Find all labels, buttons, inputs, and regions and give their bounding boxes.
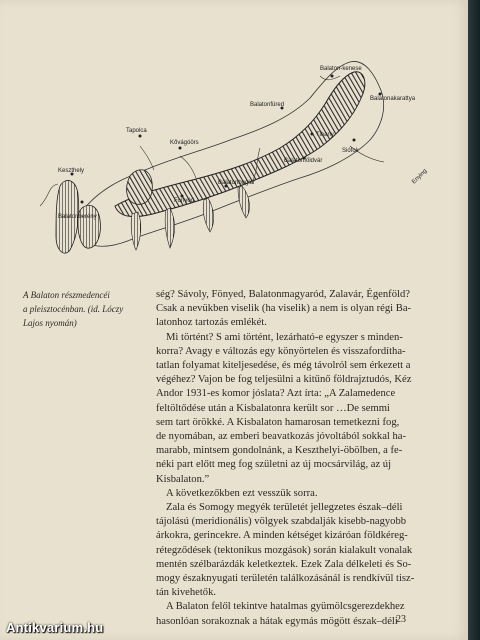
valley-2 — [165, 208, 174, 248]
stream-6 — [320, 76, 340, 80]
label-balatonboglar: Balatonboglár — [218, 180, 256, 186]
body-line: Kisbalaton.” — [156, 473, 210, 485]
stream-1 — [40, 184, 58, 206]
szigliget-basin — [127, 170, 153, 205]
label-kovagoors: Kővágóörs — [170, 140, 199, 146]
dot-tihany — [311, 133, 314, 136]
body-line: mogy északnyugati területén találkozásánál is rendkívül tisz- — [156, 573, 415, 585]
body-line: Zala és Somogy megyék területét jellegzetes észak–déli — [166, 502, 403, 514]
body-line: Csak a nevükben viselik (ha viselik) a nem is olyan régi Ba- — [156, 303, 412, 315]
book-edge — [468, 0, 480, 640]
body-line: tájolású (meridionális) völgyek szabdalják kisebb-nagyobb — [156, 516, 407, 528]
valley-4 — [238, 186, 249, 218]
stream-2 — [140, 146, 154, 170]
dot-kenese — [331, 75, 334, 78]
body-text — [156, 288, 418, 629]
body-line: marabb, mintsem gondolnánk, a Keszthelyi-öbölben, a fe- — [156, 445, 403, 457]
page-number: 23 — [396, 614, 406, 625]
body-line: végéhez? Vajon be fog teljesülni a kitűnő földrajztudós, Kéz — [156, 374, 412, 386]
body-line: A Balaton felől tekintve hatalmas gyümölcsgerezdekhez — [166, 601, 405, 613]
dot-bereny — [81, 201, 84, 204]
valley-3 — [203, 198, 213, 232]
label-tihany: Tihany — [316, 132, 334, 138]
label-balatonbereny: Balatonberény — [58, 214, 97, 220]
label-balatonfured: Balatonfüred — [250, 102, 285, 108]
body-line: hasonlóan sorakoznak a hátak egymás mögött észak–déli — [156, 615, 398, 627]
body-line: feltöltődése után a Kisbalatonra került sor …De semmi — [156, 402, 390, 414]
label-tapolca: Tapolca — [126, 128, 147, 134]
body-line: néki part előtt meg fog születni az új mocsárvilág, az új — [156, 459, 392, 471]
body-line: A következőkben ezt vesszük sorra. — [166, 487, 318, 499]
body-line: sem tart örökké. A Kisbalaton hamarosan temetkezni fog, — [156, 416, 400, 428]
body-line: Andor 1931-es komor jóslata? Azt írta: „A Zalamedence — [156, 388, 396, 400]
body-line: latonhoz tartozás emlékét. — [156, 317, 267, 329]
label-keszthely: Keszthely — [58, 168, 85, 174]
body-line: rétegződések (tektonikus mozgások) során kialakult vonalak — [156, 544, 413, 556]
watermark-logo[interactable]: Antikvarium.hu — [6, 620, 104, 635]
label-fonyod: Fonyód — [174, 198, 195, 204]
dot-siofok — [353, 139, 356, 142]
body-line: tatlan folyamat kiteljesedése, és még távolról sem érkezett a — [156, 360, 411, 372]
label-balatonakarattya: Balatonakarattya — [370, 96, 416, 102]
west-basin-2 — [78, 205, 101, 248]
body-line: de nyomában, az emberi beavatkozás jóvoltából sokkal ha- — [156, 431, 407, 443]
body-line: árkokra, gerincekre. A minden kétséget kizáróan földkéreg- — [156, 530, 408, 542]
balaton-basin-map — [20, 36, 452, 284]
dot-tapolca — [139, 135, 142, 138]
body-lines — [156, 288, 418, 629]
label-siofok: Siófok — [342, 148, 359, 154]
body-line: Mi történt? S ami történt, lezárható-e egyszer s minden- — [166, 331, 403, 343]
body-line: mentén szélbarázdák keletkeztek. Ezek Zala délkeleti és So- — [156, 558, 412, 570]
stream-3 — [180, 156, 196, 178]
label-enying: Enying — [411, 168, 429, 186]
map-caption: A Balaton részmedencéi a pleisztocénban. (id. Lóczy Lajos nyomán) — [23, 290, 124, 328]
body-line: ség? Sávoly, Fönyed, Balatonmagyaród, Zalavár, Égenföld? — [156, 289, 410, 300]
label-balatonkenese: Balaton-kenese — [320, 66, 362, 72]
label-balatonfoldvar: Balatonföldvár — [284, 158, 323, 164]
dot-kovagoors — [179, 147, 182, 150]
body-line: korra? Avagy e változás egy könyörtelen és visszafordítha- — [156, 345, 406, 357]
body-line: tán kivehetők. — [156, 587, 217, 599]
valley-1 — [131, 212, 141, 250]
